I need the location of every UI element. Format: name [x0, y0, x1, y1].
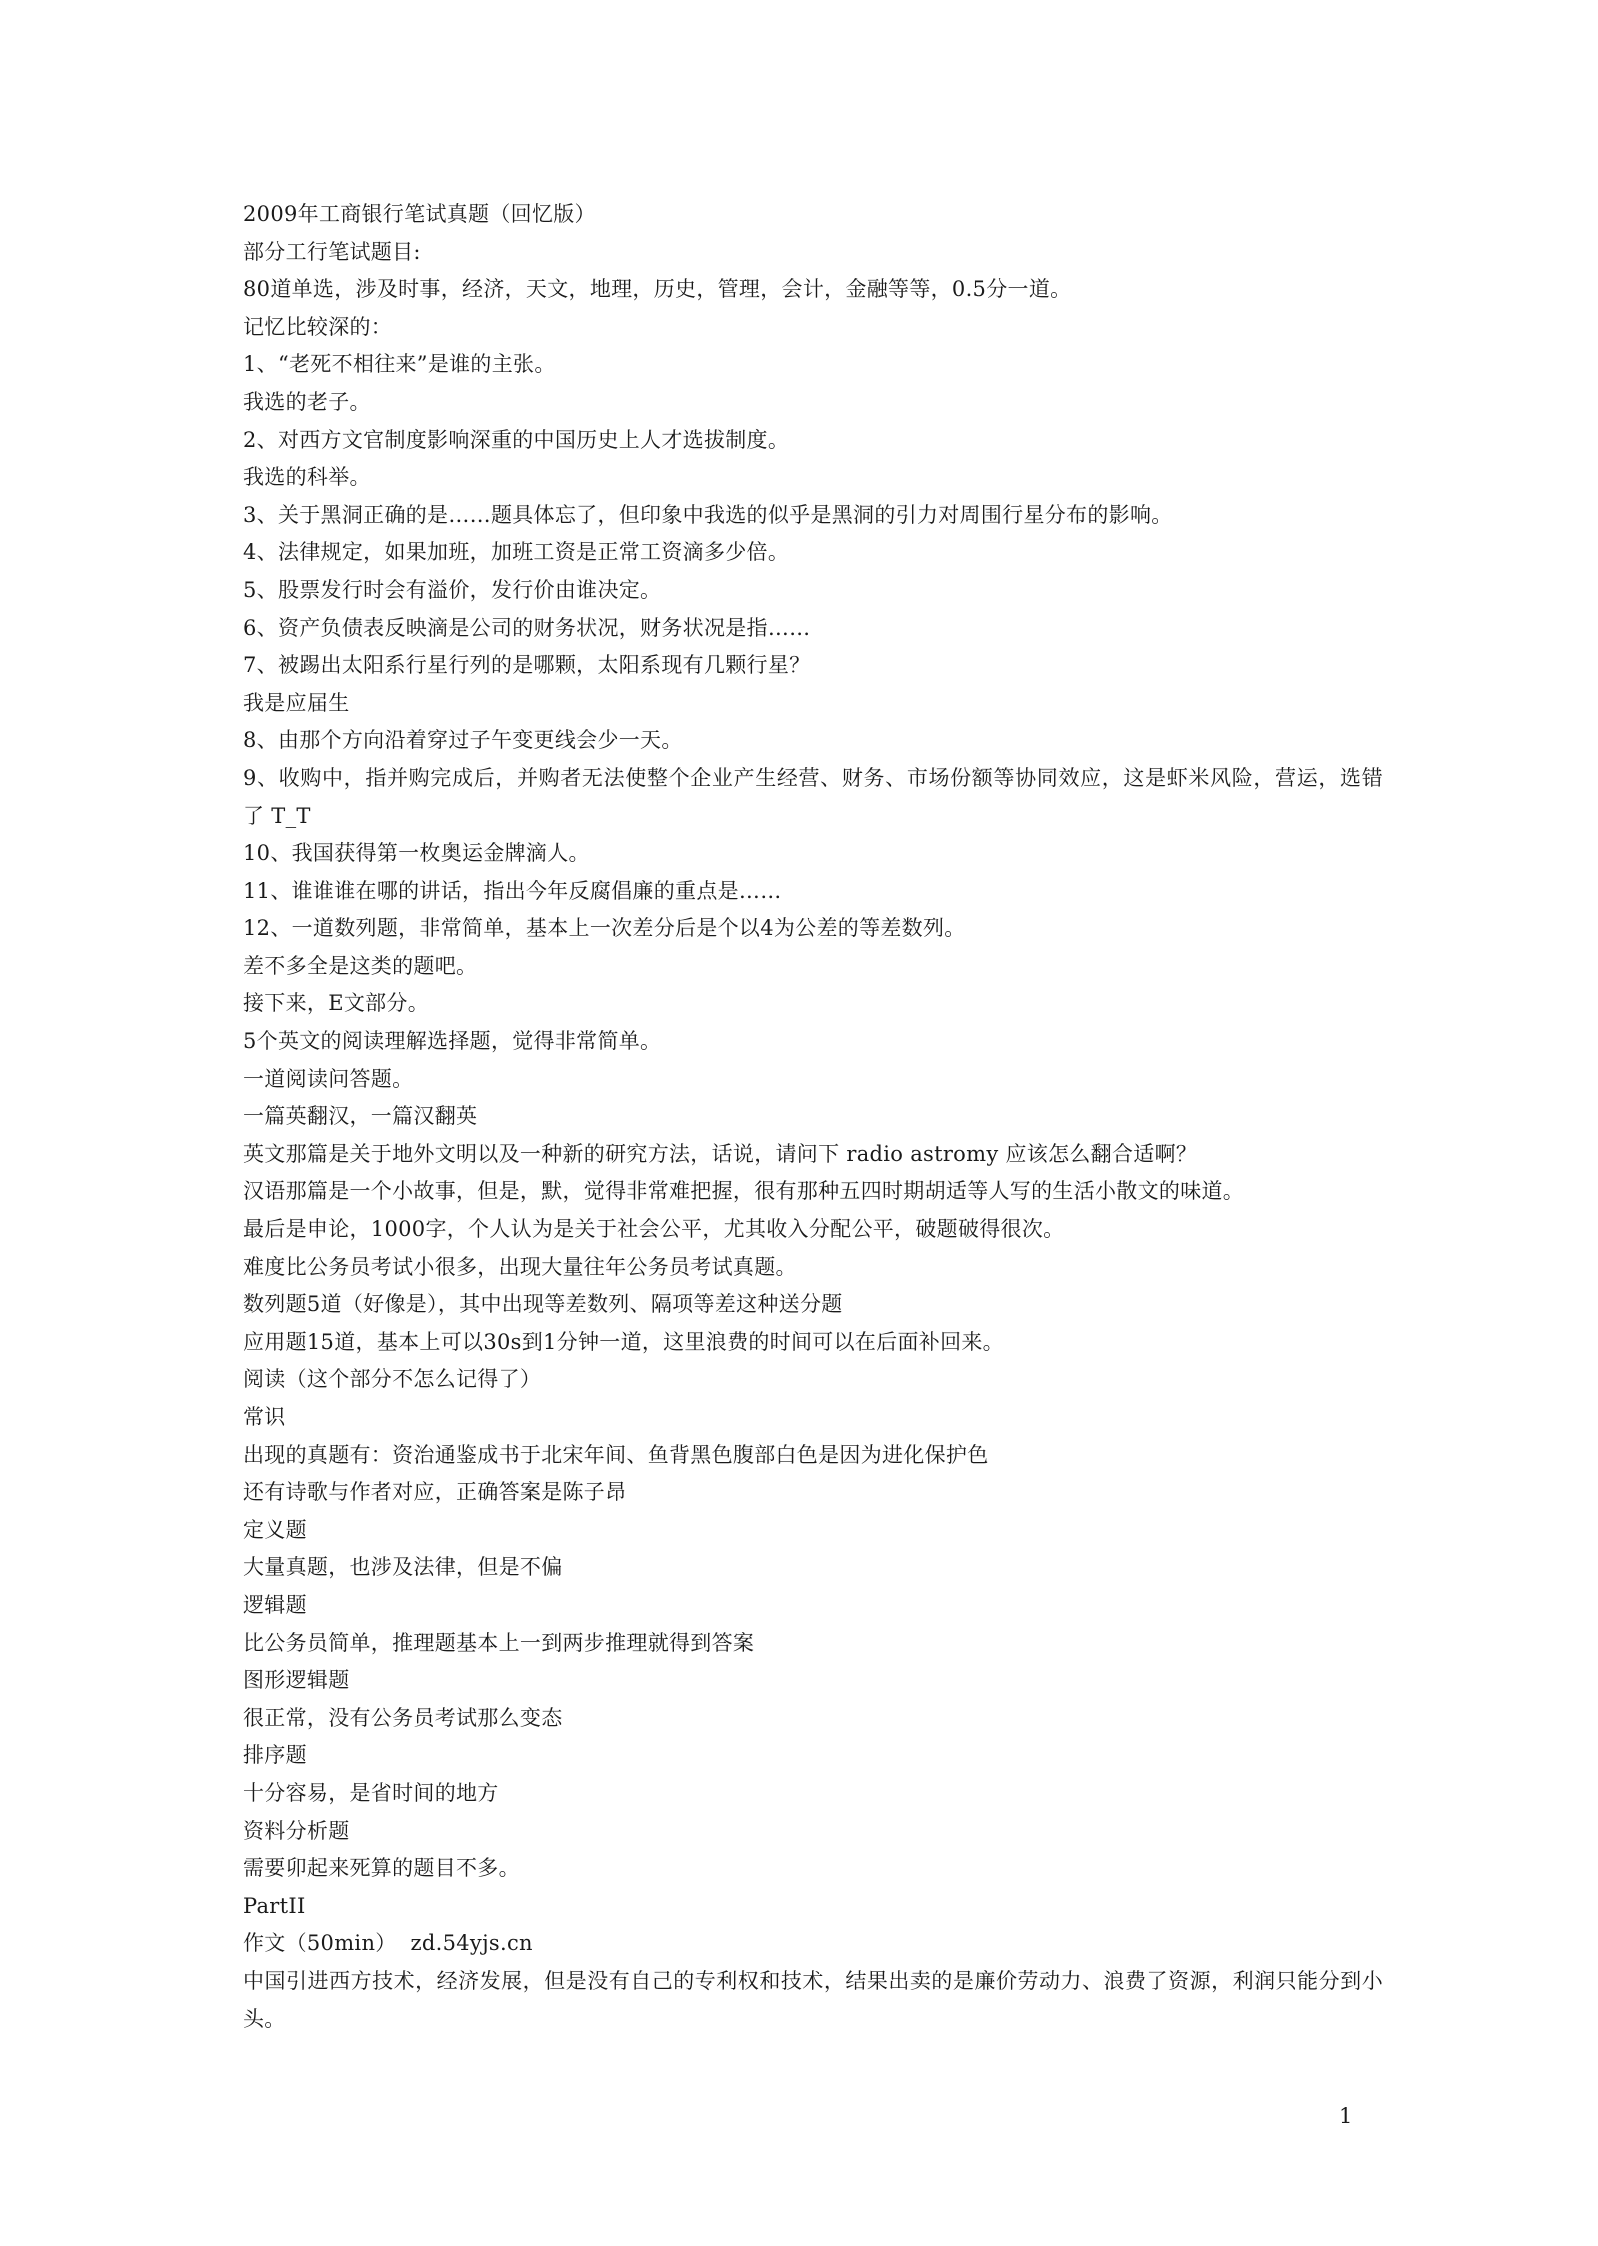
- document-title: 2009年工商银行笔试真题（回忆版）: [243, 202, 596, 226]
- text-line: 英文那篇是关于地外文明以及一种新的研究方法，话说，请问下 radio astromy 应该怎么翻合适啊？: [243, 1141, 1198, 1166]
- question-line: 7、被踢出太阳系行星行列的是哪颗，太阳系现有几颗行星？: [243, 653, 811, 678]
- text-line: 中国引进西方技术，经济发展，但是没有自己的专利权和技术，结果出卖的是廉价劳动力、浪费了资源，利润只能分到小头。: [243, 1968, 1383, 2031]
- text-line: 记忆比较深的：: [243, 314, 393, 339]
- question-line: 8、由那个方向沿着穿过子午变更线会少一天。: [243, 728, 683, 753]
- section-heading: 逻辑题: [243, 1592, 307, 1617]
- question-line: 10、我国获得第一枚奥运金牌滴人。: [243, 841, 590, 866]
- answer-line: 我选的老子。: [243, 389, 371, 414]
- text-line: 出现的真题有：资治通鉴成书于北宋年间、鱼背黑色腹部白色是因为进化保护色: [243, 1442, 989, 1467]
- text-line: 需要卯起来死算的题目不多。: [243, 1856, 520, 1881]
- question-line: 11、谁谁谁在哪的讲话，指出今年反腐倡廉的重点是……: [243, 878, 782, 903]
- question-line: 5、股票发行时会有溢价，发行价由谁决定。: [243, 577, 662, 602]
- text-line: 十分容易，是省时间的地方: [243, 1780, 499, 1805]
- text-line: 5个英文的阅读理解选择题，觉得非常简单。: [243, 1029, 662, 1054]
- text-line: 汉语那篇是一个小故事，但是，默，觉得非常难把握，很有那种五四时期胡适等人写的生活小散文的味道。: [243, 1179, 1245, 1204]
- text-line: 差不多全是这类的题吧。: [243, 953, 478, 978]
- question-line: 3、关于黑洞正确的是……题具体忘了，但印象中我选的似乎是黑洞的引力对周围行星分布的影响。: [243, 502, 1173, 527]
- question-line: 2、对西方文官制度影响深重的中国历史上人才选拔制度。: [243, 427, 790, 452]
- text-line: 接下来，E文部分。: [243, 991, 430, 1016]
- section-heading: 资料分析题: [243, 1818, 350, 1843]
- question-line: 4、法律规定，如果加班，加班工资是正常工资滴多少倍。: [243, 540, 790, 565]
- text-line: 我是应届生: [243, 690, 350, 715]
- text-line: 一篇英翻汉，一篇汉翻英: [243, 1104, 478, 1129]
- part-heading: PartII: [243, 1893, 306, 1918]
- text-line: 数列题5道（好像是），其中出现等差数列、隔项等差这种送分题: [243, 1292, 843, 1317]
- section-heading: 排序题: [243, 1743, 307, 1768]
- question-line: 6、资产负债表反映滴是公司的财务状况，财务状况是指……: [243, 615, 811, 640]
- text-line: 阅读（这个部分不怎么记得了）: [243, 1367, 542, 1392]
- question-line: 12、一道数列题，非常简单，基本上一次差分后是个以4为公差的等差数列。: [243, 916, 966, 941]
- page-number: 1: [1339, 2104, 1353, 2128]
- section-heading: 定义题: [243, 1517, 307, 1542]
- text-line: 比公务员简单，推理题基本上一到两步推理就得到答案: [243, 1630, 755, 1655]
- text-line: 大量真题，也涉及法律，但是不偏: [243, 1555, 563, 1580]
- question-line: 1、“老死不相往来”是谁的主张。: [243, 352, 556, 377]
- section-heading: 图形逻辑题: [243, 1668, 350, 1693]
- essay-heading: 作文（50min） zd.54yjs.cn: [243, 1931, 533, 1956]
- text-line: 一道阅读问答题。: [243, 1066, 414, 1091]
- text-line: 最后是申论，1000字，个人认为是关于社会公平，尤其收入分配公平，破题破得很次。: [243, 1217, 1065, 1242]
- text-line: 还有诗歌与作者对应，正确答案是陈子昂: [243, 1480, 627, 1505]
- text-line: 难度比公务员考试小很多，出现大量往年公务员考试真题。: [243, 1254, 797, 1279]
- question-line: 9、收购中，指并购完成后，并购者无法使整个企业产生经营、财务、市场份额等协同效应，这是虾米风险，营运，选错了 T_T: [243, 765, 1383, 828]
- text-line: 80道单选，涉及时事，经济，天文，地理，历史，管理，会计，金融等等，0.5分一道。: [243, 277, 1072, 302]
- text-line: 应用题15道，基本上可以30s到1分钟一道，这里浪费的时间可以在后面补回来。: [243, 1329, 1004, 1354]
- text-line: 部分工行笔试题目:: [243, 239, 421, 264]
- document-body: [243, 196, 1383, 2038]
- text-line: 很正常，没有公务员考试那么变态: [243, 1705, 563, 1730]
- section-heading: 常识: [243, 1405, 286, 1429]
- answer-line: 我选的科举。: [243, 465, 371, 490]
